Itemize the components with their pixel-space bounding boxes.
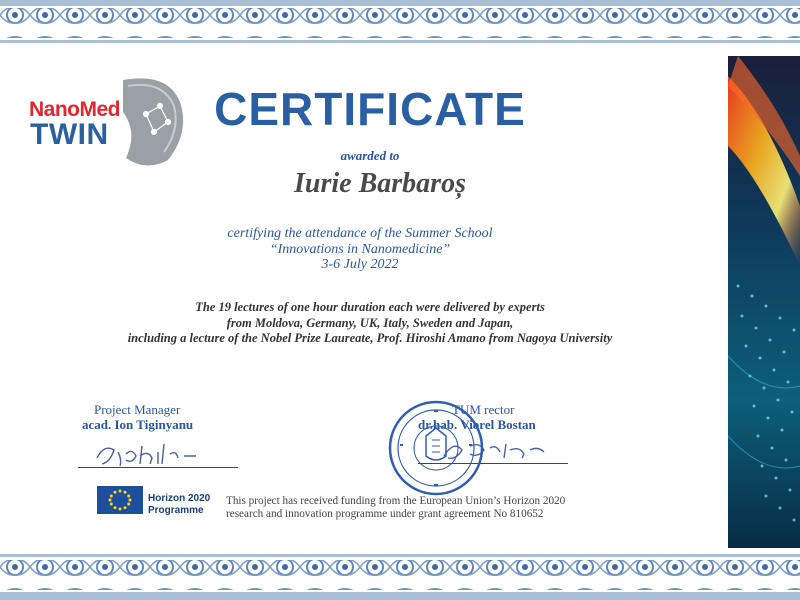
- bottom-decorative-border: [0, 552, 800, 600]
- manager-title: Project Manager: [94, 402, 181, 417]
- rector-title: TUM rector: [452, 402, 515, 417]
- lectures-statement: [60, 300, 680, 347]
- lectures-line: including a lecture of the Nobel Prize Laureate, Prof. Hiroshi Amano from Nagoya University: [127, 331, 613, 345]
- school-name: “Innovations in Nanomedicine”: [269, 241, 451, 257]
- manager-signature-line: [78, 467, 238, 468]
- recipient-name: Iurie Barbaroș: [294, 168, 466, 199]
- funding-line: This project has received funding from the European Union’s Horizon 2020: [226, 495, 566, 507]
- attendance-statement: [150, 226, 570, 273]
- lectures-line: The 19 lectures of one hour duration each were delivered by experts: [195, 300, 545, 314]
- rector-name: dr.hab. Viorel Bostan: [418, 417, 536, 432]
- nano-abstract-image: [728, 56, 800, 548]
- manager-signature: [92, 440, 242, 470]
- eu-flag-icon: [97, 486, 143, 514]
- funding-statement: [226, 495, 565, 521]
- lectures-line: from Moldova, Germany, UK, Italy, Sweden and Japan,: [226, 315, 514, 330]
- university-seal-stamp: [386, 398, 486, 498]
- manager-name: acad. Ion Tiginyanu: [82, 417, 194, 432]
- school-dates: 3-6 July 2022: [321, 257, 399, 272]
- top-decorative-border: [0, 0, 800, 48]
- programme-line: Programme: [148, 505, 204, 516]
- attendance-line: certifying the attendance of the Summer School: [227, 226, 493, 241]
- certificate-title: CERTIFICATE: [214, 83, 526, 135]
- funding-line: research and innovation programme under grant agreement No 810652: [226, 508, 544, 520]
- logo-text-twin: TWIN: [30, 118, 109, 151]
- logo-text-nanomed: NanoMed: [29, 98, 120, 121]
- horizon-programme-label: [148, 493, 210, 517]
- horizon-line: Horizon 2020: [148, 493, 211, 504]
- awarded-to-label: awarded to: [340, 148, 400, 163]
